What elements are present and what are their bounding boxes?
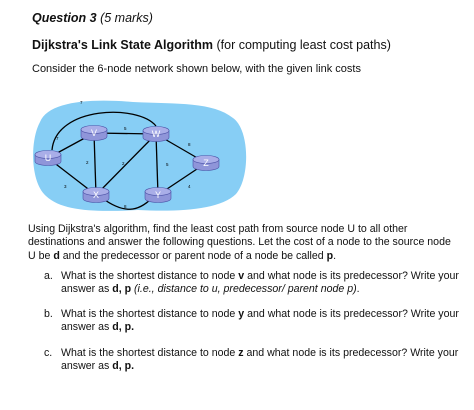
intro-p: p [326,249,334,262]
network-cloud [33,101,246,211]
router-node-v [81,126,107,141]
link-cost-u-v: 7 [56,136,59,141]
link-cost-x-y: 8 [124,204,127,209]
intro-paragraph [28,223,460,263]
question-c-node: z [238,347,244,359]
question-b-node: y [238,308,245,320]
subtitle-rest: (for computing least cost paths) [213,38,391,52]
question-b-format: d, p. [112,321,135,334]
question-a [44,270,464,297]
question-a-italic: (i.e., distance to u, predecessor/ parent node p) [131,283,357,296]
router-label-x: X [92,190,100,200]
router-node-z [193,156,219,171]
router-node-y [145,188,171,203]
link-cost-u-x: 3 [64,184,67,189]
question-b-post: and what node is its predecessor? Write your answer as [61,308,459,334]
router-node-u [35,151,61,166]
question-a-end: . [356,283,360,296]
question-a-post: and what node is its predecessor? Write your answer as [61,270,459,296]
network-diagram [28,96,250,214]
question-a-pre: What is the shortest distance to node [61,270,239,282]
question-c-pre: What is the shortest distance to node [61,347,239,359]
router-label-w: W [151,129,161,139]
question-a-format: d, p [112,283,132,296]
question-title [32,11,153,25]
consider-text: Consider the 6-node network shown below, with the given link costs [32,63,361,75]
question-c-format: d, p. [112,360,135,373]
question-b [44,308,464,335]
intro-text-1: Using Dijkstra's algorithm, find the least cost path from source node U to all other destinations and answer the following questions. Let the cost of a node to the source node U be [28,223,451,262]
link-cost-w-z: 8 [188,142,191,147]
router-node-x [83,188,109,203]
question-a-node: v [238,270,245,282]
link-cost-w-y: 5 [166,162,169,167]
question-c-post: and what node is its predecessor? Write your answer as [61,347,459,373]
link-cost-v-x: 2 [86,160,89,165]
question-c-letter: c. [44,347,53,359]
link-cost-u-w: 7 [80,100,83,105]
intro-d: d [53,249,60,262]
subtitle-bold: Dijkstra's Link State Algorithm [32,38,214,52]
router-label-u: U [44,153,52,163]
intro-text-3: . [333,249,337,262]
link-cost-x-w: 2 [122,161,125,166]
section-subtitle [32,38,391,52]
router-label-v: V [90,128,98,138]
question-b-pre: What is the shortest distance to node [61,308,239,320]
router-label-z: Z [203,158,209,168]
link-cost-y-z: 4 [188,184,191,189]
intro-text-2: and the predecessor or parent node of a node be called [59,249,327,262]
question-b-letter: b. [44,308,53,320]
router-label-y: Y [154,190,162,200]
question-c [44,347,464,374]
question-number: Question 3 [32,11,97,25]
question-a-letter: a. [44,270,53,282]
question-marks: (5 marks) [100,11,153,25]
link-cost-v-w: 5 [124,126,127,131]
router-node-w [143,127,169,142]
